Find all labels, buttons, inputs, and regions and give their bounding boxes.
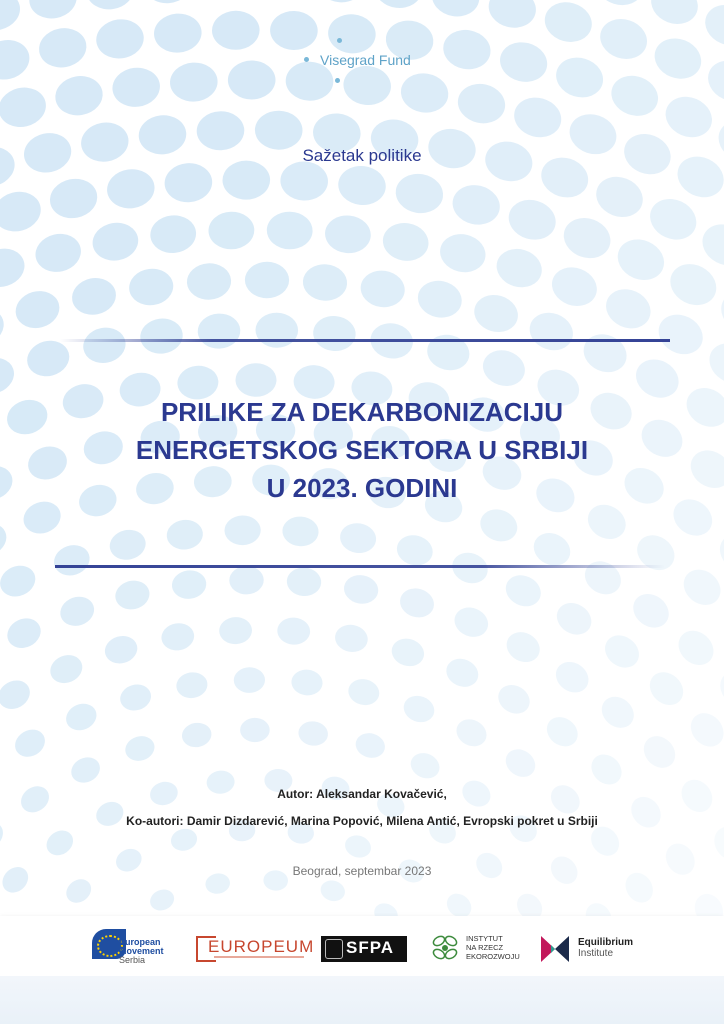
background-dot xyxy=(496,37,552,86)
document-type: Sažetak politike xyxy=(302,146,422,165)
background-dot xyxy=(105,166,157,211)
background-dot xyxy=(26,0,80,22)
background-dot xyxy=(90,219,141,263)
background-dot xyxy=(127,266,176,308)
background-dot xyxy=(46,650,87,688)
background-dot xyxy=(558,212,616,265)
em-line-2: Movement xyxy=(119,946,164,956)
background-dot xyxy=(595,13,652,65)
visegrad-dot-icon xyxy=(335,78,340,83)
background-dot xyxy=(578,328,633,379)
background-dot xyxy=(175,670,210,700)
background-dot xyxy=(50,541,94,580)
background-dot xyxy=(32,229,85,276)
background-dot xyxy=(440,26,494,73)
background-dot xyxy=(290,668,324,697)
background-dot xyxy=(0,0,24,35)
em-line-1: European xyxy=(119,937,161,947)
background-dot xyxy=(212,10,260,50)
background-dot xyxy=(107,526,149,563)
background-dot xyxy=(228,60,276,99)
background-dot xyxy=(159,621,196,653)
background-dot xyxy=(122,733,158,765)
background-dot xyxy=(683,443,724,496)
bottom-strip xyxy=(0,976,724,1024)
background-dot xyxy=(281,515,319,547)
visegrad-fund-name: Visegrad Fund xyxy=(320,52,411,68)
background-dot xyxy=(585,748,627,790)
background-dot xyxy=(659,90,718,144)
background-dot xyxy=(394,531,437,569)
background-dot xyxy=(546,261,602,312)
background-dot xyxy=(712,527,724,579)
background-dot xyxy=(649,32,708,86)
background-dot xyxy=(702,335,724,391)
background-dot xyxy=(153,12,203,54)
background-dot xyxy=(396,584,437,621)
background-dot xyxy=(276,617,311,646)
background-dot xyxy=(606,69,664,122)
background-dot xyxy=(0,518,12,562)
background-dot xyxy=(476,504,523,547)
visegrad-dot-icon xyxy=(304,57,309,62)
partner-logos-bar xyxy=(0,916,724,976)
ine-line-1: INSTYTUT xyxy=(466,934,503,943)
background-dot xyxy=(222,160,270,200)
background-dot xyxy=(504,194,561,245)
background-dot xyxy=(23,336,73,381)
background-dot xyxy=(235,363,276,397)
background-dot xyxy=(388,635,427,670)
title-line-3: U 2023. GODINI xyxy=(266,473,458,503)
background-dot xyxy=(80,324,129,367)
background-dot xyxy=(627,587,676,635)
background-dot xyxy=(11,286,63,333)
background-dot xyxy=(56,592,98,630)
background-dot xyxy=(679,380,724,434)
place-date: Beograd, septembar 2023 xyxy=(292,864,432,878)
background-dot xyxy=(110,65,162,109)
background-dot xyxy=(69,274,119,318)
background-dot xyxy=(149,213,198,255)
leaf-cluster-icon xyxy=(430,933,460,963)
background-dot xyxy=(450,602,493,641)
background-dot xyxy=(255,110,303,150)
background-dot xyxy=(579,555,627,601)
background-dot xyxy=(501,626,545,667)
background-dot xyxy=(323,213,372,255)
background-dot xyxy=(342,832,374,861)
background-dot xyxy=(94,17,146,62)
background-dot xyxy=(0,243,29,292)
background-dot xyxy=(266,211,313,250)
background-dot xyxy=(318,878,347,904)
background-dot xyxy=(551,52,608,103)
background-dot xyxy=(713,664,724,713)
background-dot xyxy=(454,80,509,128)
title-line-1: PRILIKE ZA DEKARBONIZACIJU xyxy=(160,397,564,427)
europeum-name: EUROPEUM xyxy=(208,937,315,956)
background-dot xyxy=(233,667,265,693)
background-dot xyxy=(62,699,101,735)
background-dot xyxy=(316,0,366,4)
european-movement-logo xyxy=(119,938,164,965)
background-dot xyxy=(10,724,50,762)
background-dot xyxy=(208,211,255,250)
background-dot xyxy=(138,316,185,356)
sfpa-emblem-icon xyxy=(325,939,343,959)
background-dot xyxy=(180,721,213,750)
background-dot xyxy=(663,256,723,312)
background-dot xyxy=(400,692,438,727)
background-dot xyxy=(52,72,106,119)
background-dot xyxy=(0,352,19,399)
background-dot xyxy=(541,711,583,752)
europeum-subline xyxy=(214,956,304,958)
background-dot xyxy=(637,730,681,775)
background-dot xyxy=(701,53,724,108)
background-dot xyxy=(470,290,523,337)
background-dot xyxy=(186,262,232,301)
europeum-logo xyxy=(196,936,315,960)
background-dot xyxy=(449,180,504,229)
background-dot xyxy=(62,874,96,907)
background-dot xyxy=(500,744,540,783)
background-dot xyxy=(540,0,596,47)
background-dot xyxy=(36,24,90,71)
background-dot xyxy=(699,0,724,52)
background-dot xyxy=(485,0,540,32)
background-dot xyxy=(338,521,379,556)
background-dot xyxy=(353,730,388,761)
background-dot xyxy=(358,268,407,310)
sfpa-logo xyxy=(321,936,407,962)
background-dot xyxy=(312,314,358,353)
sfpa-name: SFPA xyxy=(346,938,395,957)
background-dot xyxy=(551,597,597,641)
background-dot xyxy=(677,562,724,612)
background-dot xyxy=(652,307,710,362)
background-dot xyxy=(429,0,483,20)
title-top-rule xyxy=(60,339,670,342)
background-dot xyxy=(280,160,329,201)
background-dot xyxy=(414,277,465,322)
background-dot xyxy=(170,568,208,601)
background-dot xyxy=(591,0,648,11)
background-dot xyxy=(630,528,681,577)
background-dot xyxy=(224,515,261,546)
background-dot xyxy=(380,220,431,265)
background-dot xyxy=(46,175,100,223)
background-dot xyxy=(448,548,492,588)
ine-line-3: EKOROZWOJU xyxy=(466,952,520,961)
background-dot xyxy=(336,164,388,208)
background-dot xyxy=(0,460,18,505)
instytut-logo xyxy=(466,934,520,961)
background-dot xyxy=(600,282,657,335)
background-dot xyxy=(0,675,35,715)
background-dot xyxy=(550,656,594,699)
background-dot xyxy=(493,679,535,719)
background-dot xyxy=(342,572,381,606)
background-dot xyxy=(0,35,33,84)
visegrad-dot-icon xyxy=(337,38,342,43)
background-dot xyxy=(393,170,446,216)
background-dot xyxy=(478,345,529,391)
background-dot xyxy=(302,263,349,303)
equilibrium-triangles-icon xyxy=(541,936,569,962)
background-dot xyxy=(595,690,640,734)
background-dot xyxy=(197,313,241,350)
document-title xyxy=(40,393,684,507)
background-dot xyxy=(147,886,178,914)
background-dot xyxy=(372,0,424,11)
background-dot xyxy=(169,61,219,103)
background-dot xyxy=(611,232,670,287)
background-dot xyxy=(510,92,566,142)
eq-line-2: Institute xyxy=(578,948,614,959)
background-dot xyxy=(720,600,724,651)
background-dot xyxy=(599,629,646,674)
title-bottom-rule xyxy=(55,565,665,568)
background-dot xyxy=(117,681,154,714)
background-dot xyxy=(201,0,250,1)
background-dot xyxy=(423,330,473,374)
background-dot xyxy=(112,577,152,613)
author-line: Autor: Aleksandar Kovačević, xyxy=(277,787,447,801)
background-dot xyxy=(142,0,193,5)
background-dot xyxy=(229,566,264,595)
background-dot xyxy=(0,83,50,132)
background-dot xyxy=(0,560,40,602)
background-dot xyxy=(219,616,253,645)
background-dot xyxy=(695,217,724,274)
background-dot xyxy=(452,714,492,751)
background-dot xyxy=(102,632,141,667)
background-dot xyxy=(0,302,9,351)
equilibrium-logo xyxy=(578,937,633,959)
background-dot xyxy=(67,753,104,788)
background-dot xyxy=(297,720,330,748)
background-dot xyxy=(42,825,78,860)
background-dot xyxy=(286,566,323,597)
background-dot xyxy=(165,518,205,552)
visegrad-fund-logo xyxy=(300,38,440,88)
background-dot xyxy=(407,749,444,783)
background-dot xyxy=(163,161,213,203)
background-dot xyxy=(2,613,45,653)
coauthors-line: Ko-autori: Damir Dizdarević, Marina Popović, Milena Antić, Evropski pokret u Srbiji xyxy=(126,814,598,828)
background-dot xyxy=(684,707,724,754)
title-line-2: ENERGETSKOG SEKTORA U SRBIJI xyxy=(135,435,589,465)
background-dot xyxy=(590,170,648,224)
background-dot xyxy=(240,718,270,743)
eq-line-1: Equilibrium xyxy=(578,937,633,948)
background-dot xyxy=(333,622,370,655)
background-dot xyxy=(0,187,45,237)
background-dot xyxy=(645,0,703,30)
background-dot xyxy=(442,654,483,692)
background-dot xyxy=(524,307,578,356)
background-dot xyxy=(436,230,489,277)
background-dot xyxy=(255,312,298,348)
background-dot xyxy=(84,0,136,12)
background-dot xyxy=(643,192,702,247)
background-dot xyxy=(346,676,382,708)
background-dot xyxy=(168,826,199,854)
background-dot xyxy=(492,244,547,293)
em-line-3: Serbia xyxy=(119,955,146,965)
background-dot xyxy=(643,665,690,711)
ine-line-2: NA RZECZ xyxy=(466,943,504,952)
background-dot xyxy=(501,570,547,612)
background-dot xyxy=(245,262,290,299)
background-dot xyxy=(672,624,721,672)
